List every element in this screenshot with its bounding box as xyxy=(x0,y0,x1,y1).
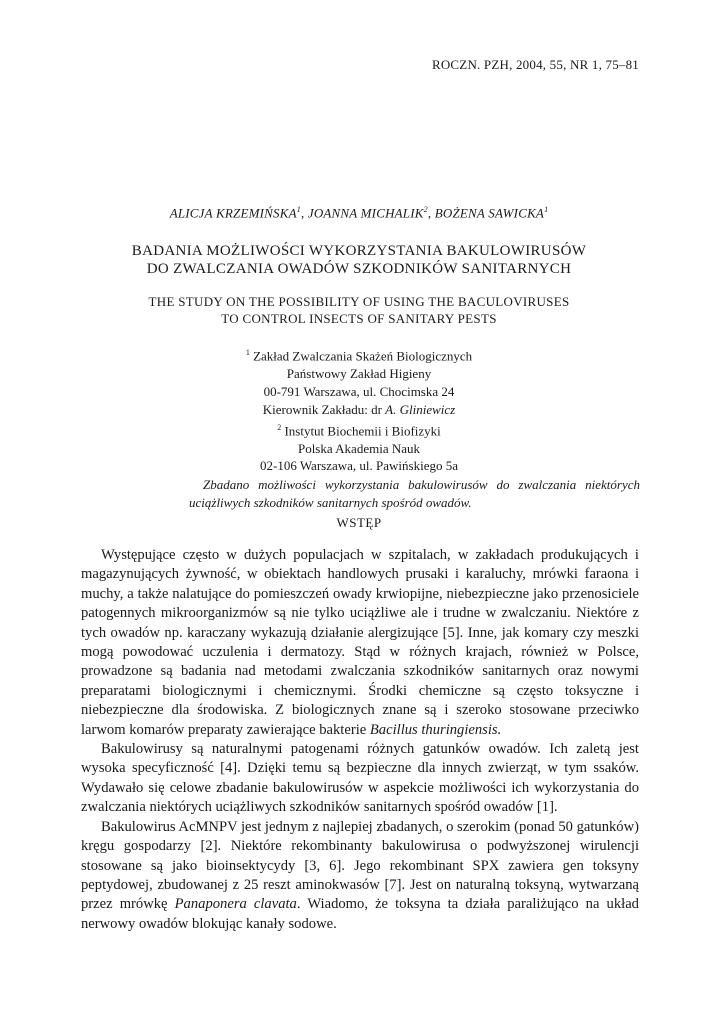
affiliation-mark: 1 xyxy=(245,348,250,357)
affiliation-line: Polska Akademia Nauk xyxy=(297,440,421,456)
author-list: ALICJA KRZEMIŃSKA$^1$, JOANNA MICHALIK$^2$, BOŻENA SAWICKA$^1$ xyxy=(169,205,549,221)
journal-reference: ROCZN. PZH, 2004, 55, NR 1, 75–81 xyxy=(431,57,639,72)
title-line: THE STUDY ON THE POSSIBILITY OF USING THE BACULOVIRUSES xyxy=(148,294,570,309)
head-name: A. Gliniewicz xyxy=(385,401,456,417)
affiliation-line: $^1$ Zakład Zwalczania Skażeń Biologicznych xyxy=(245,348,473,364)
paper-title-english xyxy=(0,293,718,327)
affiliation-mark: 2 xyxy=(277,422,282,432)
title-line: DO ZWALCZANIA OWADÓW SZKODNIKÓW SANITARNYCH xyxy=(146,261,572,277)
author-name: BOŻENA SAWICKA xyxy=(434,205,545,221)
author-affiliation-mark: 1 xyxy=(296,205,301,214)
author-affiliation-mark: 2 xyxy=(423,205,428,214)
body-text xyxy=(81,546,639,934)
author-name: JOANNA MICHALIK xyxy=(307,205,424,221)
affiliations xyxy=(0,344,718,475)
paper-title-polish xyxy=(0,242,718,278)
affiliation-line: Kierownik Zakładu: dr A. Gliniewicz xyxy=(262,401,456,417)
species-name: Bacillus thuringiensis. xyxy=(369,721,502,738)
author-affiliation-mark: 1 xyxy=(544,205,549,214)
title-line: BADANIA MOŻLIWOŚCI WYKORZYSTANIA BAKULOWIRUSÓW xyxy=(131,243,587,259)
affiliation-line: 02-106 Warszawa, ul. Pawińskiego 5a xyxy=(259,458,458,474)
paragraph: Bakulowirusy są naturalnymi patogenami różnych gatunków owadów. Ich zaletą jest wysoka specyficzność [4]. Dzięki temu są bezpieczne dla innych zwierząt, w tym ssaków. Wydawało się celowe zbadanie bakulowirusów w aspekcie możliwości ich wykorzystania do zwalczania niektórych uciążliwych szkodników sanitarnych spośród owadów [1]. xyxy=(81,741,639,816)
affiliation-line: $^2$ Instytut Biochemii i Biofizyki xyxy=(277,422,441,438)
affiliation-line: 00-791 Warszawa, ul. Chocimska 24 xyxy=(263,383,455,399)
species-name: Panaponera clavata xyxy=(174,896,297,913)
abstract: Zbadano możliwości wykorzystania bakulowirusów do zwalczania niektórych uciążliwych szkodników sanitarnych spośród owadów. xyxy=(189,477,640,510)
paragraph: Bakulowirus AcMNPV jest jednym z najlepiej zbadanych, o szerokim (ponad 50 gatunków) kręgu gospodarzy [2]. Niektóre rekombinanty bakulowirusa o podwyższonej wirulencji stosowane są jako bioinsektycydy [3, 6]. Jego rekombinant SPX zawiera gen toksyny peptydowej, zbudowanej z 25 reszt aminokwasów [7]. Jest on naturalną toksyną, wytwarzaną przez mrówkę Panaponera clavata. Wiadomo, że toksyna ta działa paraliżująco na układ nerwowy owadów blokując kanały sodowe. xyxy=(81,818,639,932)
paragraph: Występujące często w dużych populacjach w szpitalach, w zakładach produkujących i magazynujących żywność, w obiektach handlowych prusaki i karaluchy, mrówki faraona i muchy, a także nalatujące do pomieszczeń owady krwiopijne, niebezpieczne jako przenosiciele patogennych mikroorganizmów są nie tylko uciążliwe ale i trudne w zwalczaniu. Niektóre z tych owadów np. karaczany wykazują działanie alergizujące [5]. Inne, jak komary czy meszki mogą powodować uczulenia i dermatozy. Stąd w różnych krajach, również w Polsce, prowadzone są badania nad metodami zwalczania szkodników sanitarnych oraz nowymi preparatami biologicznymi i chemicznymi. Środki chemiczne są często toksyczne i niebezpieczne dla środowiska. Z biologicznych znane są i szeroko stosowane przeciwko larwom komarów preparaty zawierające bakterie Bacillus thuringiensis. xyxy=(81,547,639,738)
section-heading: WSTĘP xyxy=(336,515,382,530)
title-line: TO CONTROL INSECTS OF SANITARY PESTS xyxy=(221,311,497,326)
affiliation-line: Państwowy Zakład Higieny xyxy=(286,366,432,382)
author-name: ALICJA KRZEMIŃSKA xyxy=(169,205,297,221)
